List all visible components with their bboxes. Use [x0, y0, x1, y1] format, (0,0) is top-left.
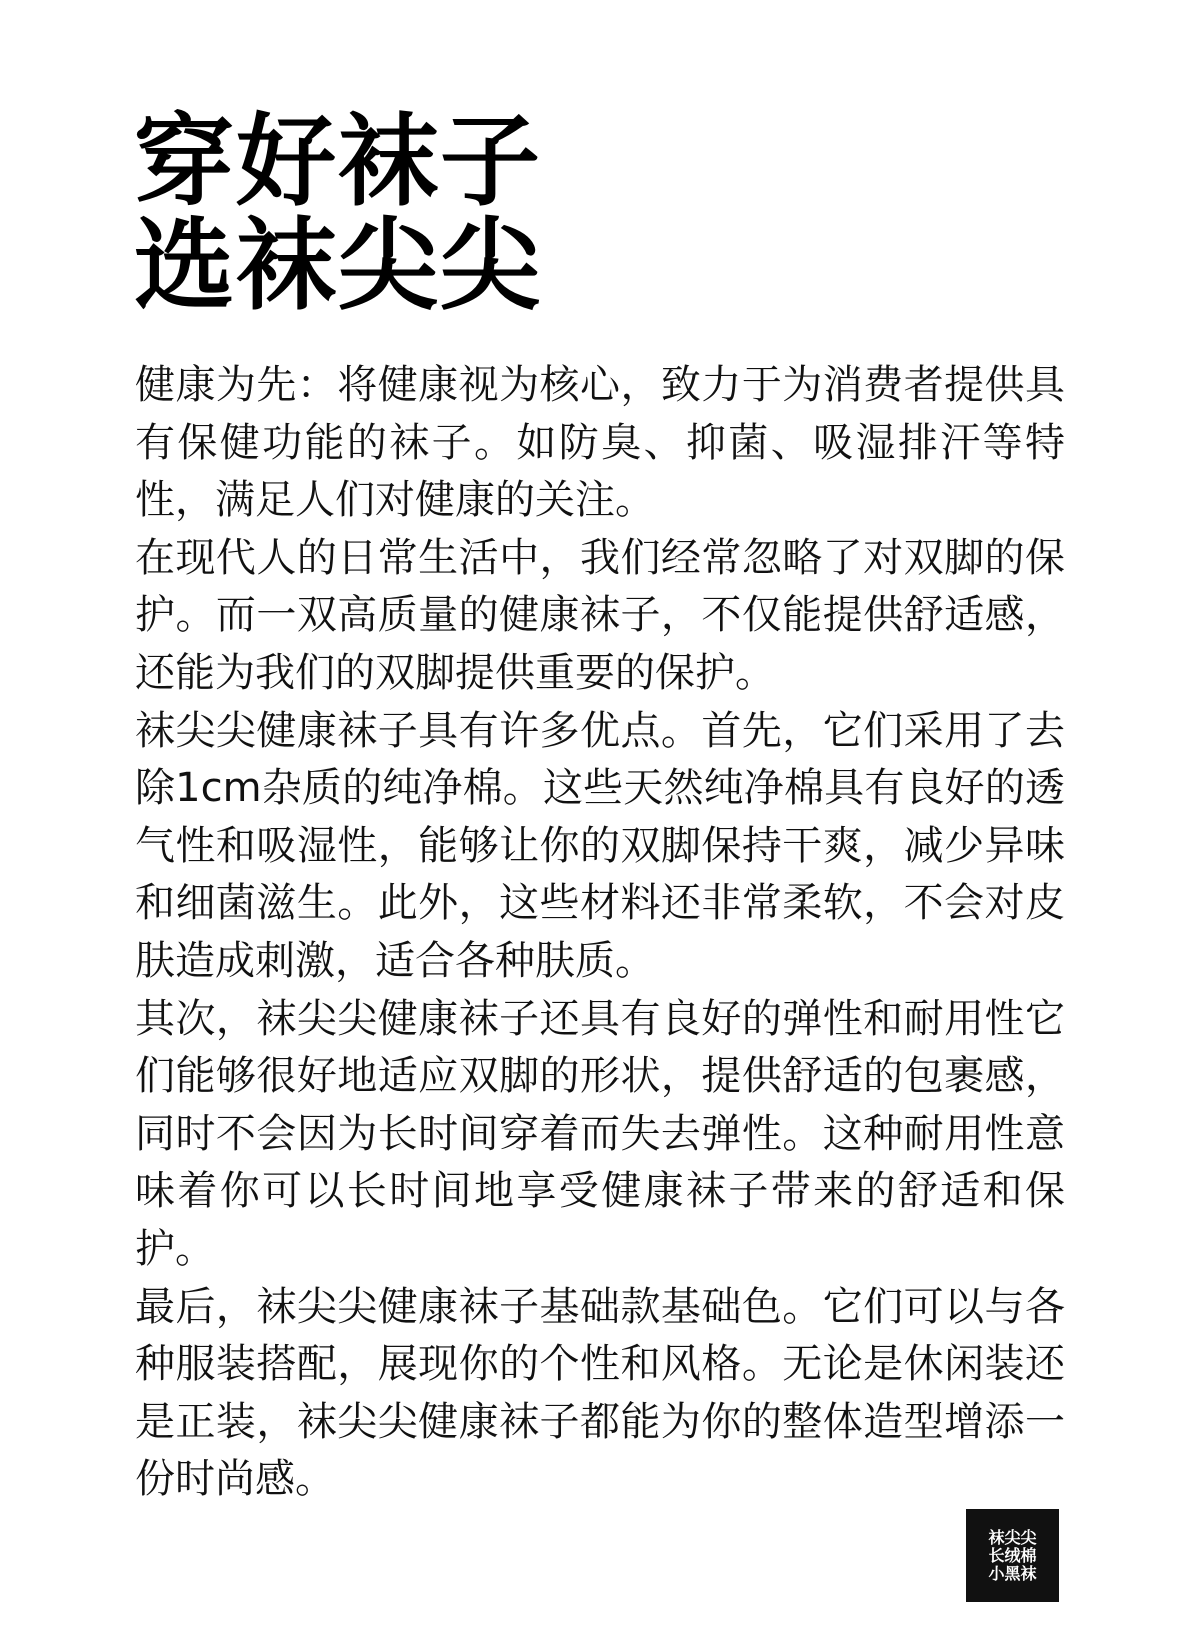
page-title	[134, 103, 542, 324]
article-body	[135, 357, 1065, 1509]
paragraph-daily-protection: 在现代人的日常生活中，我们经常忽略了对双脚的保护。而一双高质量的健康袜子，不仅能提供舒适感，还能为我们的双脚提供重要的保护。	[135, 534, 1065, 696]
brand-logo-line-3: 小黑袜	[988, 1563, 1037, 1583]
paragraph-basic-colors: 最后，袜尖尖健康袜子基础款基础色。它们可以与各种服装搭配，展现你的个性和风格。无论是休闲装还是正装，袜尖尖健康袜子都能为你的整体造型增添一份时尚感。	[135, 1283, 1065, 1503]
brand-logo-line-1: 袜尖尖	[988, 1527, 1037, 1547]
paragraph-cotton-advantages: 袜尖尖健康袜子具有许多优点。首先，它们采用了去除1cm杂质的纯净棉。这些天然纯净棉具有良好的透气性和吸湿性，能够让你的双脚保持干爽，减少异味和细菌滋生。此外，这些材料还非常柔软，不会对皮肤造成刺激，适合各种肤质。	[135, 707, 1065, 984]
paragraph-health-first: 健康为先：将健康视为核心，致力于为消费者提供具有保健功能的袜子。如防臭、抑菌、吸湿排汗等特性，满足人们对健康的关注。	[135, 362, 1065, 524]
page-title-line-1: 穿好袜子	[134, 103, 542, 220]
brand-logo-badge	[966, 1509, 1059, 1602]
page-title-line-2: 选袜尖尖	[134, 207, 542, 324]
brand-logo-line-2: 长绒棉	[988, 1545, 1037, 1565]
paragraph-elasticity-durability: 其次，袜尖尖健康袜子还具有良好的弹性和耐用性它们能够很好地适应双脚的形状，提供舒适的包裹感，同时不会因为长时间穿着而失去弹性。这种耐用性意味着你可以长时间地享受健康袜子带来的舒适和保护。	[135, 995, 1065, 1272]
